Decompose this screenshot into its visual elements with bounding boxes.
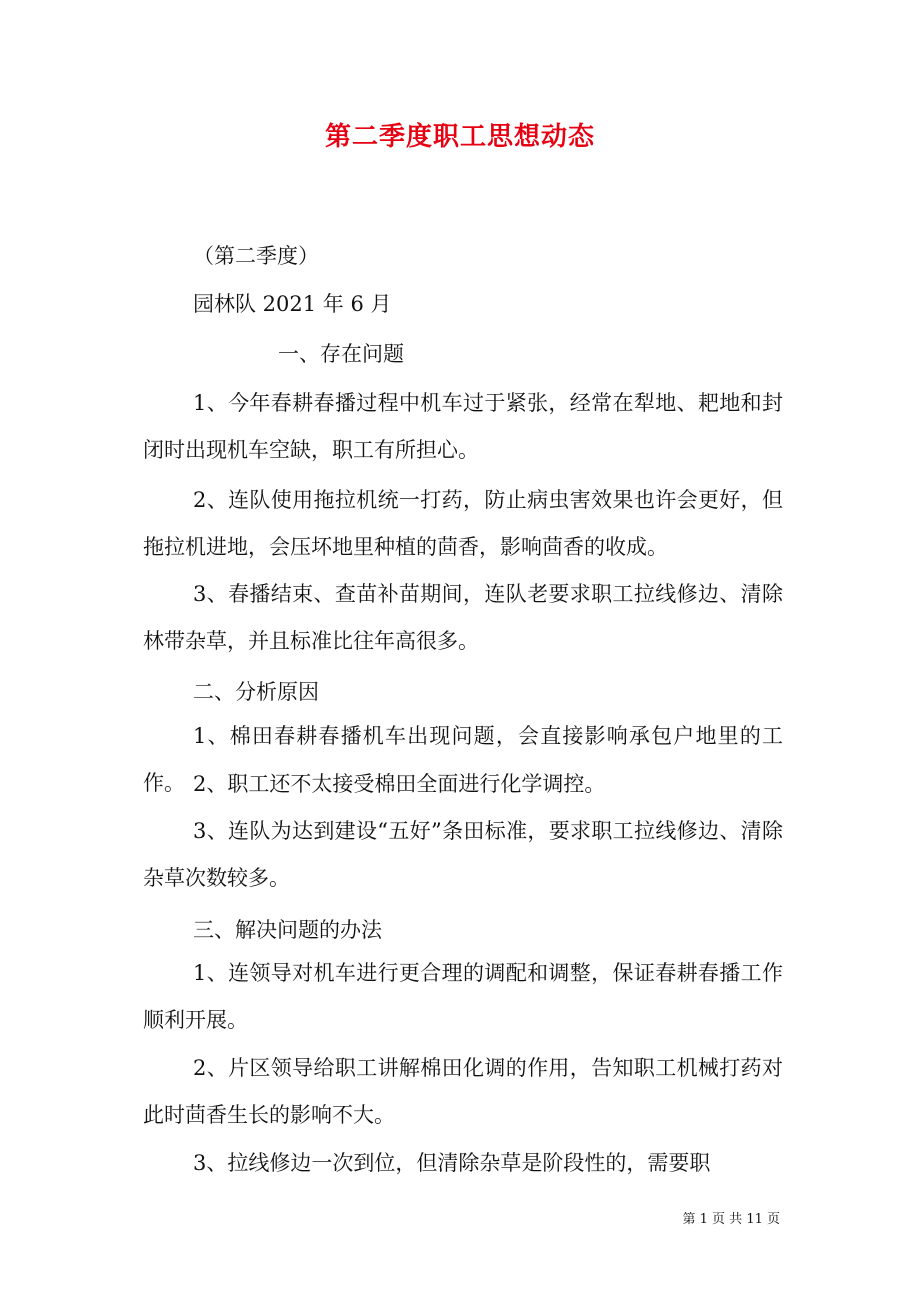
paragraph-cause-2: 2、职工还不太接受棉田全面进行化学调控。 — [193, 772, 606, 796]
paragraph-cause-1: 1、棉田春耕春播机车出现问题，会直接影响承包户地里的工作。 — [143, 724, 783, 795]
document-title: 第二季度职工思想动态 — [324, 122, 595, 152]
paragraph-cause-3: 3、连队为达到建设“五好”条田标准，要求职工拉线修边、清除杂草次数较多。 — [143, 819, 783, 890]
page-number-footer: 第 1 页 共 11 页 — [682, 1212, 780, 1227]
section-heading-solutions: 三、解决问题的办法 — [193, 918, 382, 942]
paragraph-problem-1: 1、今年春耕春播过程中机车过于紧张，经常在犁地、耙地和封闭时出现机车空缺，职工有所担心。 — [143, 391, 783, 462]
unit-date-line: 园林队 2021 年 6 月 — [193, 292, 392, 316]
paragraph-solution-2: 2、片区领导给职工讲解棉田化调的作用，告知职工机械打药对此时茴香生长的影响不大。 — [143, 1056, 783, 1127]
section-heading-causes: 二、分析原因 — [193, 680, 319, 704]
paragraph-solution-1: 1、连领导对机车进行更合理的调配和调整，保证春耕春播工作顺利开展。 — [143, 961, 783, 1032]
section-heading-problems: 一、存在问题 — [278, 342, 404, 366]
paragraph-problem-2: 2、连队使用拖拉机统一打药，防止病虫害效果也许会更好，但拖拉机进地，会压坏地里种植的茴香，影响茴香的收成。 — [143, 488, 783, 559]
paragraph-problem-3: 3、春播结束、查苗补苗期间，连队老要求职工拉线修边、清除林带杂草，并且标准比往年高很多。 — [143, 582, 783, 653]
season-label: （第二季度） — [193, 244, 319, 268]
paragraph-solution-3: 3、拉线修边一次到位，但清除杂草是阶段性的，需要职 — [193, 1151, 711, 1175]
